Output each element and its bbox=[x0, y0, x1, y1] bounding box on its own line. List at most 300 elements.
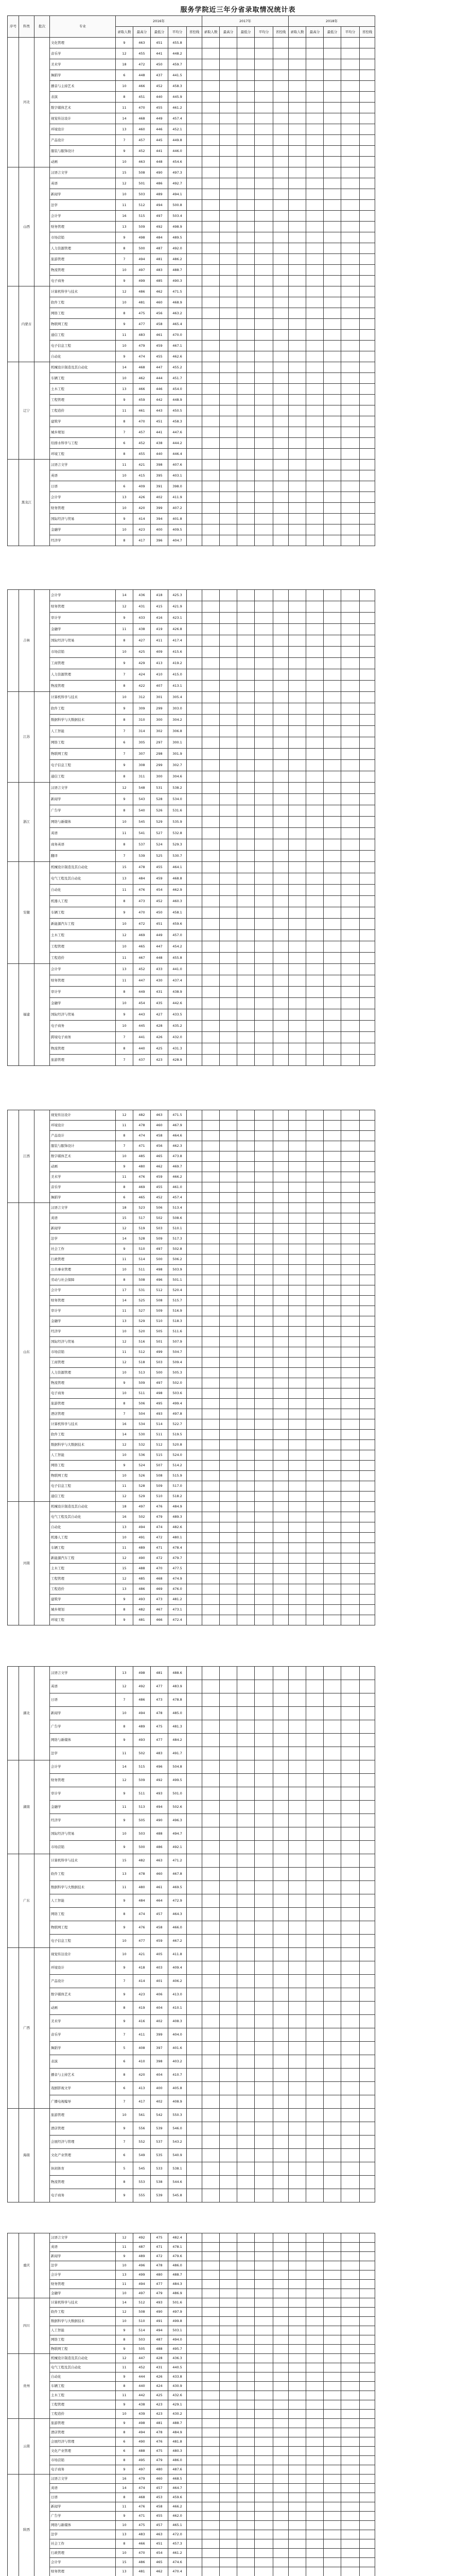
avg-score: 430.2 bbox=[168, 2410, 187, 2419]
line-score bbox=[273, 2549, 289, 2558]
min-score bbox=[324, 1502, 341, 1512]
max-score bbox=[220, 2484, 237, 2493]
avg-score bbox=[255, 1110, 273, 1121]
enroll-count: 9 bbox=[116, 658, 133, 669]
avg-score bbox=[255, 2002, 273, 2015]
enroll-count: 8 bbox=[116, 2002, 133, 2015]
table-row bbox=[8, 2502, 375, 2512]
avg-score: 473.8 bbox=[168, 1151, 187, 1162]
avg-score: 510.1 bbox=[168, 1224, 187, 1234]
line-score bbox=[273, 1615, 289, 1625]
avg-score bbox=[255, 2456, 273, 2465]
avg-score bbox=[255, 1854, 273, 1868]
table-row bbox=[8, 2354, 375, 2363]
line-score bbox=[187, 737, 202, 749]
enroll-count bbox=[202, 1296, 220, 1306]
max-score: 442 bbox=[133, 2391, 151, 2400]
avg-score bbox=[255, 514, 273, 524]
max-score bbox=[306, 1388, 324, 1399]
max-score bbox=[220, 308, 237, 319]
line-score bbox=[187, 669, 202, 681]
major-name: 数字媒体艺术 bbox=[50, 1988, 116, 2002]
avg-score bbox=[341, 1110, 360, 1121]
enroll-count bbox=[202, 2095, 220, 2109]
min-score bbox=[324, 276, 341, 286]
enroll-count: 14 bbox=[116, 362, 133, 373]
min-score: 413 bbox=[151, 658, 168, 669]
table-row bbox=[8, 167, 375, 178]
line-score bbox=[360, 771, 375, 783]
max-score bbox=[220, 373, 237, 384]
max-score: 466 bbox=[133, 2539, 151, 2549]
min-score bbox=[324, 189, 341, 200]
min-score bbox=[324, 167, 341, 178]
min-score bbox=[237, 1760, 255, 1774]
min-score bbox=[237, 783, 255, 794]
enroll-count bbox=[289, 2298, 306, 2308]
enroll-count bbox=[289, 2391, 306, 2400]
table-row bbox=[8, 1440, 375, 1450]
line-score bbox=[360, 1801, 375, 1814]
max-score bbox=[220, 2335, 237, 2345]
line-score bbox=[360, 1316, 375, 1327]
enroll-count bbox=[289, 749, 306, 760]
max-score bbox=[220, 157, 237, 167]
min-score bbox=[324, 297, 341, 308]
line-score bbox=[360, 2372, 375, 2382]
max-score bbox=[220, 1296, 237, 1306]
avg-score bbox=[255, 1734, 273, 1747]
major-name: 法学 bbox=[50, 2261, 116, 2270]
enroll-count bbox=[202, 1055, 220, 1066]
min-score: 437 bbox=[151, 70, 168, 81]
avg-score bbox=[255, 2095, 273, 2109]
enroll-count: 7 bbox=[116, 669, 133, 681]
avg-score bbox=[341, 1151, 360, 1162]
max-score bbox=[306, 2391, 324, 2400]
line-score bbox=[273, 647, 289, 658]
enroll-count bbox=[202, 1440, 220, 1450]
avg-score bbox=[255, 681, 273, 692]
document-page bbox=[0, 1103, 474, 1651]
avg-score bbox=[255, 492, 273, 503]
avg-score bbox=[255, 2437, 273, 2447]
line-score bbox=[187, 146, 202, 157]
table-row bbox=[8, 124, 375, 135]
province-index bbox=[8, 1948, 19, 2109]
max-score bbox=[220, 2082, 237, 2095]
avg-score bbox=[255, 1615, 273, 1625]
line-score bbox=[273, 1224, 289, 1234]
line-score bbox=[360, 1368, 375, 1378]
enroll-count: 11 bbox=[116, 2243, 133, 2252]
enroll-count bbox=[202, 1032, 220, 1043]
max-score bbox=[306, 2289, 324, 2298]
line-score bbox=[360, 1522, 375, 1533]
avg-score: 435.2 bbox=[168, 1021, 187, 1032]
enroll-count bbox=[202, 1021, 220, 1032]
max-score: 497 bbox=[133, 1502, 151, 1512]
major-name: 自动化 bbox=[50, 351, 116, 362]
avg-score bbox=[255, 590, 273, 601]
enroll-count: 8 bbox=[116, 2335, 133, 2345]
max-score bbox=[306, 1032, 324, 1043]
min-score bbox=[237, 514, 255, 524]
enroll-count: 11 bbox=[116, 330, 133, 341]
avg-score: 469.7 bbox=[168, 1162, 187, 1172]
enroll-count bbox=[289, 1440, 306, 1450]
line-score bbox=[360, 1193, 375, 1203]
enroll-count bbox=[289, 167, 306, 178]
min-score bbox=[237, 113, 255, 124]
min-score bbox=[237, 2298, 255, 2308]
min-score bbox=[324, 1009, 341, 1021]
major-name: 网络与新媒体 bbox=[50, 2521, 116, 2530]
max-score bbox=[306, 1378, 324, 1388]
line-score bbox=[187, 1172, 202, 1182]
min-score: 488 bbox=[151, 1827, 168, 1841]
line-score bbox=[187, 2391, 202, 2400]
enroll-count bbox=[202, 2189, 220, 2202]
enroll-count bbox=[202, 2493, 220, 2502]
max-score: 470 bbox=[133, 103, 151, 113]
line-score bbox=[187, 1409, 202, 1419]
line-score bbox=[187, 1182, 202, 1193]
max-score: 503 bbox=[133, 2335, 151, 2345]
enroll-count: 11 bbox=[116, 828, 133, 839]
min-score: 461 bbox=[151, 1881, 168, 1894]
min-score bbox=[324, 2082, 341, 2095]
enroll-count: 9 bbox=[116, 2015, 133, 2028]
line-score bbox=[187, 601, 202, 613]
avg-score: 463.2 bbox=[168, 308, 187, 319]
table-row bbox=[8, 1009, 375, 1021]
avg-score: 460.3 bbox=[168, 896, 187, 907]
min-score: 446 bbox=[151, 124, 168, 135]
enroll-count bbox=[202, 1881, 220, 1894]
enroll-count: 13 bbox=[116, 1316, 133, 1327]
avg-score bbox=[255, 470, 273, 481]
avg-score bbox=[255, 2512, 273, 2521]
min-score: 531 bbox=[151, 783, 168, 794]
enroll-count bbox=[202, 703, 220, 715]
line-score bbox=[360, 1948, 375, 1961]
enroll-count: 8 bbox=[116, 839, 133, 851]
max-score bbox=[306, 341, 324, 351]
enroll-count bbox=[289, 178, 306, 189]
enroll-count: 8 bbox=[116, 1131, 133, 1141]
table-row bbox=[8, 1881, 375, 1894]
min-score bbox=[237, 1440, 255, 1450]
line-score bbox=[360, 2042, 375, 2055]
max-score bbox=[306, 862, 324, 873]
province-index bbox=[8, 862, 19, 964]
avg-score bbox=[255, 2162, 273, 2176]
enroll-count bbox=[289, 1921, 306, 1935]
batch-cell bbox=[34, 460, 50, 546]
table-row bbox=[8, 2298, 375, 2308]
max-score bbox=[220, 2382, 237, 2391]
min-score bbox=[237, 2512, 255, 2521]
major-name: 播音与主持艺术 bbox=[50, 81, 116, 92]
enroll-count bbox=[202, 1131, 220, 1141]
avg-score bbox=[341, 2122, 360, 2136]
min-score bbox=[237, 59, 255, 70]
max-score bbox=[220, 1584, 237, 1595]
min-score bbox=[237, 265, 255, 276]
line-score bbox=[187, 919, 202, 930]
enroll-count bbox=[289, 737, 306, 749]
avg-score bbox=[341, 1368, 360, 1378]
enroll-count bbox=[202, 2298, 220, 2308]
enroll-count bbox=[289, 59, 306, 70]
max-score bbox=[220, 2419, 237, 2428]
line-score bbox=[273, 851, 289, 862]
line-score bbox=[273, 2558, 289, 2567]
table-row bbox=[8, 2243, 375, 2252]
enroll-count bbox=[289, 232, 306, 243]
avg-score bbox=[255, 2475, 273, 2484]
line-score bbox=[273, 460, 289, 470]
line-score bbox=[360, 1430, 375, 1440]
min-score bbox=[237, 1533, 255, 1543]
max-score bbox=[306, 254, 324, 265]
table-row bbox=[8, 703, 375, 715]
avg-score bbox=[255, 1481, 273, 1492]
min-score bbox=[237, 1275, 255, 1285]
province-index bbox=[8, 362, 19, 460]
enroll-count: 7 bbox=[116, 2095, 133, 2109]
max-score: 416 bbox=[133, 2015, 151, 2028]
major-name: 人力资源管理 bbox=[50, 243, 116, 254]
avg-score bbox=[341, 681, 360, 692]
max-score bbox=[306, 2308, 324, 2317]
avg-score bbox=[255, 2558, 273, 2567]
line-score bbox=[360, 1868, 375, 1881]
table-row bbox=[8, 2162, 375, 2176]
line-score bbox=[273, 1131, 289, 1141]
min-score: 470 bbox=[151, 1564, 168, 1574]
major-name: 广告学 bbox=[50, 1720, 116, 1734]
line-score bbox=[187, 2136, 202, 2149]
max-score: 471 bbox=[133, 1141, 151, 1151]
avg-score bbox=[255, 70, 273, 81]
line-score bbox=[273, 1275, 289, 1285]
max-score bbox=[220, 635, 237, 647]
province-index bbox=[8, 2419, 19, 2475]
min-score bbox=[237, 319, 255, 330]
enroll-count bbox=[289, 2549, 306, 2558]
line-score bbox=[273, 297, 289, 308]
enroll-count bbox=[289, 2530, 306, 2539]
enroll-count bbox=[289, 635, 306, 647]
avg-score bbox=[255, 146, 273, 157]
line-score bbox=[187, 1760, 202, 1774]
avg-score: 486.0 bbox=[168, 2261, 187, 2270]
min-score bbox=[237, 254, 255, 265]
enroll-count bbox=[202, 1533, 220, 1543]
max-score: 410 bbox=[133, 2055, 151, 2069]
line-score bbox=[187, 839, 202, 851]
min-score: 450 bbox=[151, 59, 168, 70]
enroll-count: 10 bbox=[116, 1533, 133, 1543]
header-year-2018: 2018年 bbox=[289, 16, 375, 27]
max-score bbox=[306, 1131, 324, 1141]
avg-score: 445.9 bbox=[168, 92, 187, 103]
enroll-count bbox=[289, 1787, 306, 1801]
line-score bbox=[360, 1667, 375, 1680]
enroll-count bbox=[289, 1430, 306, 1440]
avg-score bbox=[341, 1734, 360, 1747]
enroll-count: 10 bbox=[116, 647, 133, 658]
enroll-count bbox=[289, 2082, 306, 2095]
min-score bbox=[324, 1734, 341, 1747]
avg-score: 500.8 bbox=[168, 200, 187, 211]
line-score bbox=[187, 1358, 202, 1368]
max-score bbox=[306, 48, 324, 59]
line-score bbox=[273, 658, 289, 669]
avg-score: 495.7 bbox=[168, 2345, 187, 2354]
line-score bbox=[187, 330, 202, 341]
min-score bbox=[324, 1595, 341, 1605]
enroll-count bbox=[202, 1988, 220, 2002]
avg-score: 468.8 bbox=[168, 873, 187, 885]
avg-score: 505.3 bbox=[168, 1368, 187, 1378]
line-score bbox=[273, 1021, 289, 1032]
major-name: 工程造价 bbox=[50, 405, 116, 416]
max-score bbox=[306, 319, 324, 330]
enroll-count: 10 bbox=[116, 1471, 133, 1481]
max-score bbox=[306, 1244, 324, 1255]
enroll-count bbox=[289, 2502, 306, 2512]
min-score bbox=[237, 1492, 255, 1502]
table-row bbox=[8, 1327, 375, 1337]
enroll-count: 9 bbox=[116, 760, 133, 771]
min-score bbox=[237, 1409, 255, 1419]
min-score: 476 bbox=[151, 1502, 168, 1512]
avg-score: 472.0 bbox=[168, 2530, 187, 2539]
max-score bbox=[220, 1399, 237, 1409]
min-score: 465 bbox=[151, 2558, 168, 2567]
max-score bbox=[220, 1814, 237, 1827]
table-row bbox=[8, 1827, 375, 1841]
line-score bbox=[360, 862, 375, 873]
major-name: 商务英语 bbox=[50, 839, 116, 851]
min-score bbox=[237, 2410, 255, 2419]
enroll-count bbox=[289, 1492, 306, 1502]
line-score bbox=[360, 2428, 375, 2437]
max-score bbox=[220, 1680, 237, 1693]
min-score: 454 bbox=[151, 2549, 168, 2558]
line-score bbox=[273, 449, 289, 460]
line-score bbox=[187, 2410, 202, 2419]
max-score bbox=[220, 1306, 237, 1316]
avg-score: 488.7 bbox=[168, 265, 187, 276]
max-score bbox=[306, 2122, 324, 2136]
min-score: 500 bbox=[151, 1368, 168, 1378]
max-score bbox=[306, 1141, 324, 1151]
min-score bbox=[324, 987, 341, 998]
enroll-count bbox=[202, 492, 220, 503]
enroll-count bbox=[202, 2335, 220, 2345]
line-score bbox=[360, 1450, 375, 1461]
enroll-count bbox=[202, 254, 220, 265]
province-index bbox=[8, 1110, 19, 1203]
line-score bbox=[360, 1471, 375, 1481]
avg-score: 508.6 bbox=[168, 1213, 187, 1224]
max-score bbox=[220, 276, 237, 286]
enroll-count: 8 bbox=[116, 987, 133, 998]
max-score bbox=[306, 178, 324, 189]
min-score bbox=[324, 2493, 341, 2502]
min-score bbox=[324, 1131, 341, 1141]
province-index bbox=[8, 38, 19, 167]
avg-score bbox=[255, 384, 273, 395]
enroll-count: 10 bbox=[116, 692, 133, 703]
avg-score bbox=[255, 1774, 273, 1787]
max-score bbox=[306, 2028, 324, 2042]
avg-score: 488.7 bbox=[168, 2270, 187, 2280]
max-score bbox=[306, 1574, 324, 1584]
table-row bbox=[8, 384, 375, 395]
avg-score: 462.6 bbox=[168, 351, 187, 362]
avg-score: 497.9 bbox=[168, 2308, 187, 2317]
major-name: 土木工程 bbox=[50, 2391, 116, 2400]
line-score bbox=[273, 1213, 289, 1224]
min-score: 445 bbox=[151, 135, 168, 146]
max-score bbox=[306, 1234, 324, 1244]
min-score bbox=[324, 470, 341, 481]
max-score bbox=[220, 232, 237, 243]
line-score bbox=[360, 1553, 375, 1564]
enroll-count: 8 bbox=[116, 2176, 133, 2189]
table-row bbox=[8, 1358, 375, 1368]
max-score: 459 bbox=[133, 395, 151, 405]
min-score bbox=[237, 286, 255, 297]
major-name: 旅游管理 bbox=[50, 2109, 116, 2122]
enroll-count bbox=[289, 1399, 306, 1409]
admission-table bbox=[7, 589, 375, 1066]
max-score bbox=[220, 794, 237, 805]
avg-score: 304.2 bbox=[168, 715, 187, 726]
min-score bbox=[237, 2539, 255, 2549]
avg-score: 464.7 bbox=[168, 2484, 187, 2493]
enroll-count bbox=[202, 1894, 220, 1908]
major-name: 会计学 bbox=[50, 964, 116, 975]
avg-score: 448.9 bbox=[168, 395, 187, 405]
min-score bbox=[237, 1868, 255, 1881]
major-name: 行政管理 bbox=[50, 1255, 116, 1265]
major-name: 电子商务 bbox=[50, 2465, 116, 2475]
table-row bbox=[8, 1502, 375, 1512]
min-score bbox=[237, 481, 255, 492]
avg-score: 437.4 bbox=[168, 975, 187, 987]
avg-score bbox=[341, 783, 360, 794]
enroll-count: 12 bbox=[116, 2354, 133, 2363]
province-name: 河南 bbox=[19, 1502, 34, 1625]
province-index bbox=[8, 1502, 19, 1625]
max-score: 474 bbox=[133, 2484, 151, 2493]
min-score bbox=[237, 1182, 255, 1193]
min-score bbox=[237, 1110, 255, 1121]
min-score bbox=[237, 601, 255, 613]
avg-score bbox=[341, 2149, 360, 2162]
avg-score bbox=[341, 2055, 360, 2069]
major-name: 音乐学 bbox=[50, 2028, 116, 2042]
enroll-count bbox=[289, 1151, 306, 1162]
avg-score bbox=[255, 1316, 273, 1327]
min-score bbox=[237, 919, 255, 930]
